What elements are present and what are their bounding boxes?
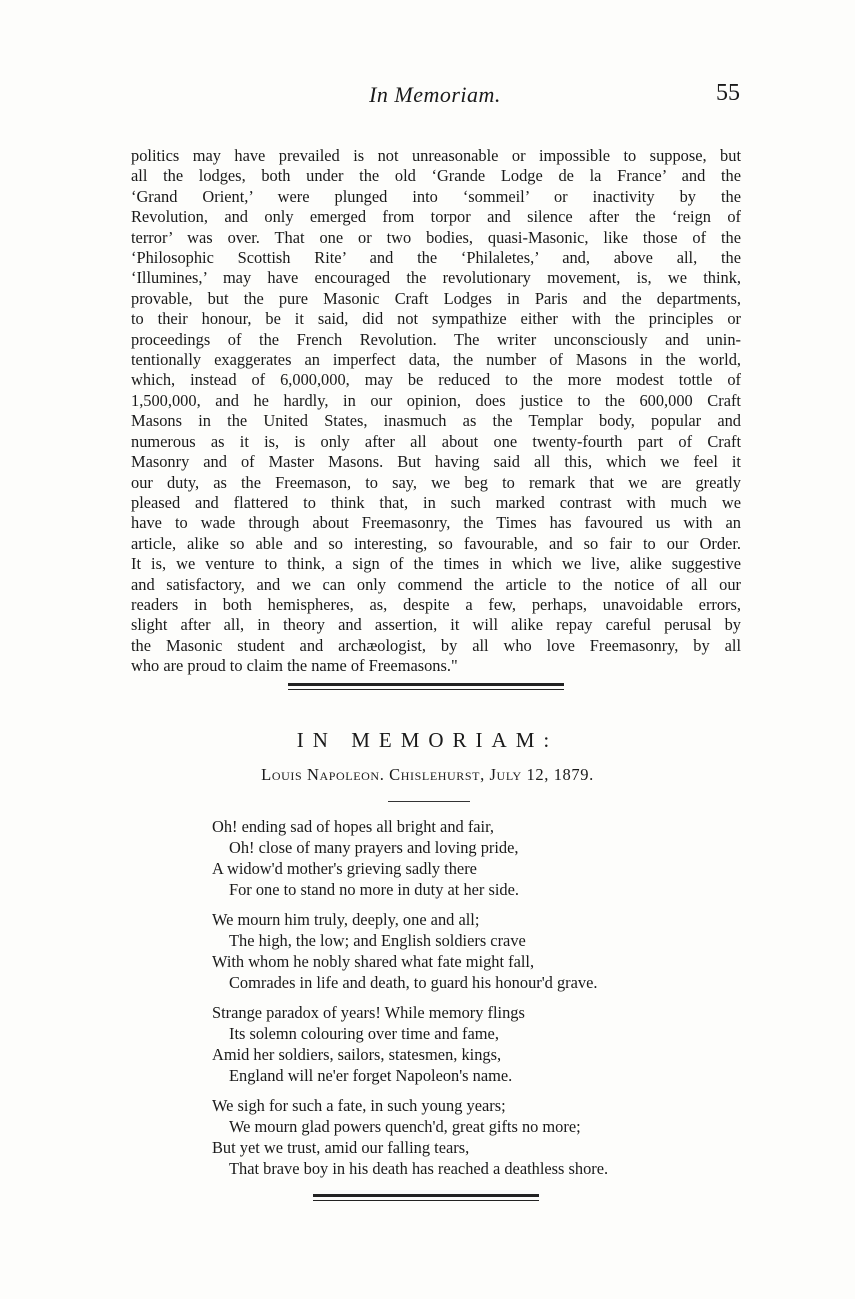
divider-thin-line — [313, 1200, 539, 1201]
poem-line: Comrades in life and death, to guard his honour'd grave. — [229, 973, 598, 992]
poem-body — [212, 816, 732, 1188]
prose-line: which, instead of 6,000,000, may be reduced to the more modest tottle of — [131, 370, 741, 390]
subtitle-rule — [388, 801, 470, 802]
poem-line: But yet we trust, amid our falling tears, — [212, 1138, 470, 1157]
prose-line: ‘Grand Orient,’ were plunged into ‘sommeil’ or inactivity by the — [131, 186, 741, 206]
prose-line: Masonry and of Master Masons. But having said all this, which we feel it — [131, 452, 741, 472]
prose-line: politics may have prevailed is not unreasonable or impossible to suppose, but — [131, 146, 741, 165]
prose-line: readers in both hemispheres, as, despite a few, perhaps, unavoidable errors, — [131, 594, 741, 614]
poem-stanza — [212, 1002, 732, 1086]
poem-line: For one to stand no more in duty at her side. — [229, 880, 519, 899]
prose-line: provable, but the pure Masonic Craft Lodges in Paris and the departments, — [131, 288, 741, 308]
divider-thick-line — [313, 1194, 539, 1197]
poem-line: Oh! ending sad of hopes all bright and fair, — [212, 817, 495, 836]
prose-line: terror’ was over. That one or two bodies, quasi-Masonic, like those of the — [131, 227, 741, 247]
end-divider — [313, 1194, 539, 1201]
prose-line: our duty, as the Freemason, to say, we beg to remark that we are greatly — [131, 472, 741, 492]
running-title: In Memoriam. — [369, 82, 501, 107]
poem-line: With whom he nobly shared what fate might fall, — [212, 952, 535, 971]
prose-line: It is, we venture to think, a sign of the times in which we live, alike suggestive — [131, 554, 741, 574]
page-number: 55 — [716, 80, 740, 106]
poem-line: Amid her soldiers, sailors, statesmen, kings, — [212, 1045, 502, 1064]
poem-line: Its solemn colouring over time and fame, — [229, 1024, 499, 1043]
poem-stanza — [212, 1095, 732, 1179]
poem-stanza — [212, 909, 732, 993]
divider-thin-line — [288, 689, 564, 690]
running-head — [130, 78, 740, 108]
prose-line: slight after all, in theory and assertion, it will alike repay careful perusal by — [131, 615, 741, 635]
poem-line: A widow'd mother's grieving sadly there — [212, 859, 477, 878]
prose-line: to their honour, be it said, did not sympathize either with the principles or — [131, 309, 741, 329]
prose-line: tentionally exaggerates an imperfect data, the number of Masons in the world, — [131, 350, 741, 370]
prose-line: 1,500,000, and he hardly, in our opinion, does justice to the 600,000 Craft — [131, 390, 741, 410]
divider-thick-line — [288, 683, 564, 686]
section-divider — [288, 683, 564, 690]
prose-line: ‘Illumines,’ may have encouraged the revolutionary movement, is, we think, — [131, 268, 741, 288]
prose-paragraph — [131, 146, 741, 677]
poem-line: We sigh for such a fate, in such young years; — [212, 1096, 506, 1115]
prose-line: numerous as it is, is only after all about one twenty-fourth part of Craft — [131, 431, 741, 451]
prose-line: pleased and flattered to think that, in such marked contrast with much we — [131, 492, 741, 512]
prose-line: all the lodges, both under the old ‘Grande Lodge de la France’ and the — [131, 166, 741, 186]
prose-line: who are proud to claim the name of Freemasons." — [131, 656, 458, 676]
prose-line: Revolution, and only emerged from torpor and silence after the ‘reign of — [131, 207, 741, 227]
poem-line: The high, the low; and English soldiers crave — [229, 931, 526, 950]
prose-line: ‘Philosophic Scottish Rite’ and the ‘Philaletes,’ and, above all, the — [131, 248, 741, 268]
poem-stanza — [212, 816, 732, 900]
poem-line: England will ne'er forget Napoleon's name. — [229, 1066, 513, 1085]
poem-line: That brave boy in his death has reached a deathless shore. — [229, 1159, 609, 1178]
prose-line: the Masonic student and archæologist, by all who love Freemasonry, by all — [131, 635, 741, 655]
poem-line: Oh! close of many prayers and loving pride, — [229, 838, 519, 857]
prose-line: article, alike so able and so interesting, so favourable, and so fair to our Order. — [131, 533, 741, 553]
prose-line: proceedings of the French Revolution. The writer unconsciously and unin- — [131, 329, 741, 349]
poem-line: We mourn him truly, deeply, one and all; — [212, 910, 480, 929]
prose-line: have to wade through about Freemasonry, the Times has favoured us with an — [131, 513, 741, 533]
poem-line: We mourn glad powers quench'd, great gifts no more; — [229, 1117, 581, 1136]
prose-line: and satisfactory, and we can only commend the article to the notice of all our — [131, 574, 741, 594]
poem-title: IN MEMORIAM: — [296, 728, 559, 752]
prose-line: Masons in the United States, inasmuch as the Templar body, popular and — [131, 411, 741, 431]
poem-line: Strange paradox of years! While memory flings — [212, 1003, 525, 1022]
poem-subtitle: Louis Napoleon. Chislehurst, July 12, 1879. — [261, 765, 594, 784]
